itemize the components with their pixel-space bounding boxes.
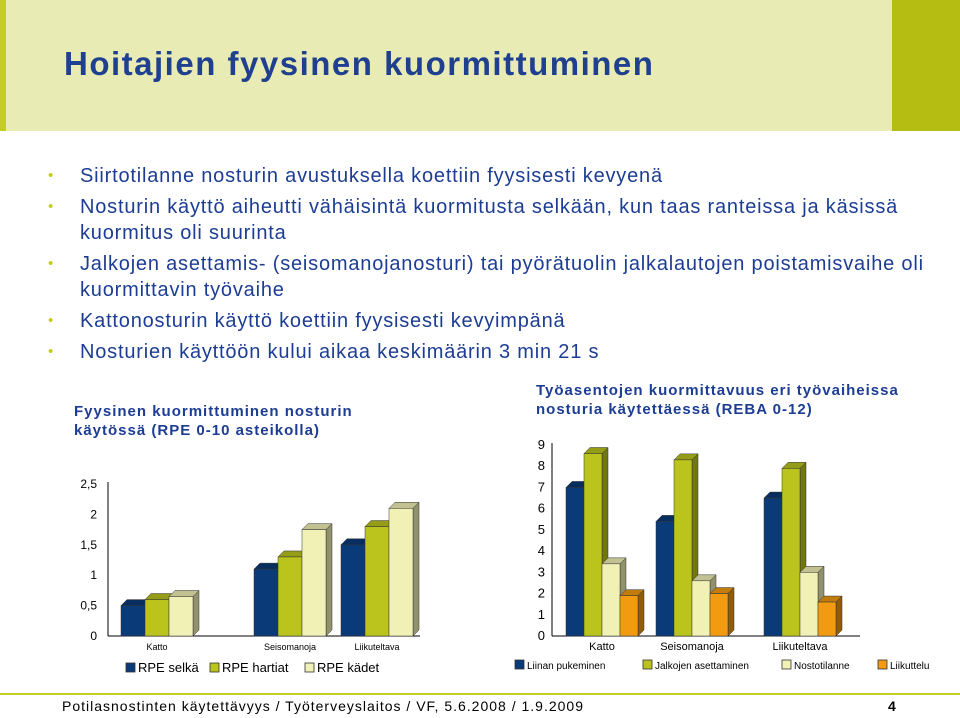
- y-tick-label: 0: [537, 628, 545, 643]
- page-number: 4: [888, 698, 896, 714]
- bullet-dot-icon: •: [48, 255, 55, 272]
- y-tick-label: 2,5: [80, 477, 97, 491]
- bar: [674, 460, 692, 636]
- legend-swatch: [515, 660, 524, 669]
- category-label: Katto: [146, 642, 168, 652]
- legend-swatch: [878, 660, 887, 669]
- bar: [389, 508, 413, 636]
- bar-side: [326, 524, 332, 636]
- bar: [341, 545, 365, 636]
- legend-label: RPE hartiat: [222, 660, 289, 675]
- category-label: Seisomanoja: [660, 641, 724, 653]
- legend-label: RPE kädet: [317, 660, 380, 675]
- slide-title: Hoitajien fyysinen kuormittuminen: [64, 45, 655, 82]
- bar: [145, 600, 169, 636]
- legend-label: Jalkojen asettaminen: [655, 661, 749, 672]
- bar-side: [836, 596, 842, 636]
- legend-label: Nostotilanne: [794, 661, 850, 672]
- y-tick-label: 0,5: [80, 598, 97, 613]
- legend-swatch: [643, 660, 652, 669]
- category-label: Liikuteltava: [772, 641, 828, 653]
- legend-swatch: [305, 663, 314, 672]
- bar: [818, 602, 836, 636]
- y-tick-label: 1: [90, 568, 97, 583]
- bar: [365, 527, 389, 636]
- y-tick-label: 2: [90, 507, 97, 522]
- bar-side: [193, 590, 199, 636]
- y-tick-label: 6: [537, 500, 545, 516]
- bullet-item: • Siirtotilanne nosturin avustuksella koettiin fyysisesti kevyenä: [48, 165, 663, 187]
- y-tick-label: 5: [537, 521, 545, 537]
- category-label: Katto: [589, 641, 615, 653]
- bar-side: [638, 590, 644, 636]
- bar: [656, 521, 674, 636]
- footer-text: Potilasnostinten käytettävyys / Työterveyslaitos / VF, 5.6.2008 / 1.9.2009: [62, 698, 584, 714]
- legend-swatch: [126, 663, 135, 672]
- y-tick-label: 1: [537, 606, 545, 622]
- bar: [692, 581, 710, 636]
- bullet-item: • Kattonosturin käyttö koettiin fyysisesti kevyimpänä: [48, 310, 566, 332]
- bullet-item: • Nosturin käyttö aiheutti vähäisintä kuormitusta selkään, kun taas ranteissa ja käsissä kuormitus oli suurinta: [48, 196, 899, 244]
- legend-label: Liinan pukeminen: [527, 661, 606, 672]
- bar: [782, 468, 800, 636]
- bar: [800, 572, 818, 636]
- chart2-title: Työasentojen kuormittavuus eri työvaiheissa nosturia käytettäessä (REBA 0-12): [536, 382, 899, 418]
- bar: [169, 596, 193, 636]
- bullet-item: • Nosturien käyttöön kului aikaa keskimäärin 3 min 21 s: [48, 341, 600, 363]
- bar: [620, 596, 638, 636]
- y-tick-label: 1,5: [80, 537, 97, 552]
- y-tick-label: 4: [537, 543, 545, 559]
- bullet-item: • Jalkojen asettamis- (seisomanojanosturi) tai pyörätuolin jalkalautojen poistamisvaihe oli kuormittavin työvaihe: [48, 253, 924, 301]
- bullet-dot-icon: •: [48, 167, 55, 184]
- bar: [710, 594, 728, 636]
- footer: [0, 693, 960, 718]
- bar: [566, 487, 584, 636]
- bar: [121, 606, 145, 636]
- legend-label: RPE selkä: [138, 660, 199, 675]
- y-tick-label: 2: [537, 585, 545, 601]
- bar-side: [413, 502, 419, 636]
- y-tick-label: 7: [537, 479, 545, 495]
- y-tick-label: 0: [90, 629, 97, 643]
- legend-swatch: [782, 660, 791, 669]
- y-tick-label: 3: [537, 564, 545, 580]
- category-label: Liikuteltava: [354, 642, 400, 652]
- y-tick-label: 9: [537, 437, 545, 452]
- bar-side: [728, 588, 734, 636]
- bar: [278, 557, 302, 636]
- bullet-dot-icon: •: [48, 343, 55, 360]
- bar: [764, 498, 782, 636]
- bullet-dot-icon: •: [48, 312, 55, 329]
- y-tick-label: 8: [537, 458, 545, 474]
- legend-swatch: [210, 663, 219, 672]
- category-label: Seisomanoja: [263, 642, 317, 652]
- bar: [584, 453, 602, 636]
- legend-label: Liikuttelu: [890, 661, 930, 672]
- bar: [254, 569, 278, 636]
- chart1-title: Fyysinen kuormittuminen nosturin käytössä (RPE 0-10 asteikolla): [74, 403, 353, 439]
- bullet-dot-icon: •: [48, 198, 55, 215]
- bar: [302, 530, 326, 636]
- bar: [602, 564, 620, 636]
